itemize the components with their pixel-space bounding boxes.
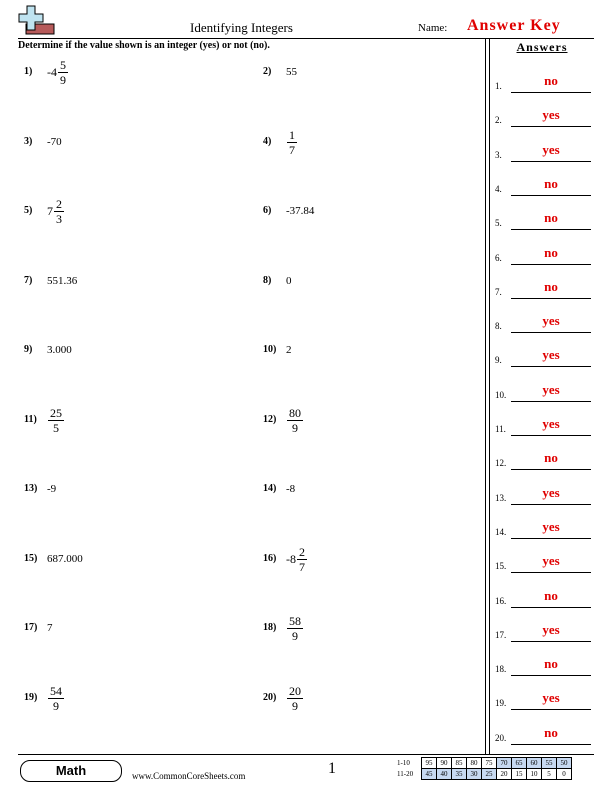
answer-value: yes <box>542 381 560 397</box>
numerator: 25 <box>50 405 62 420</box>
answer-line <box>511 675 591 676</box>
fraction <box>287 614 303 643</box>
score-cell: 15 <box>512 769 527 780</box>
score-cell: 25 <box>482 769 497 780</box>
answer-number: 5. <box>495 218 502 229</box>
answer-number: 3. <box>495 149 502 160</box>
score-range-label: 1-10 <box>397 759 410 767</box>
answer-row <box>495 107 595 127</box>
answer-value: yes <box>542 518 560 534</box>
question-number: 19) <box>24 691 38 703</box>
question-value: -9 <box>47 483 57 495</box>
worksheet-title: Identifying Integers <box>190 20 293 35</box>
answer-row <box>495 382 595 402</box>
answer-number: 7. <box>495 286 502 297</box>
answer-line <box>511 607 591 608</box>
question-value: 3.000 <box>47 344 72 356</box>
question-number: 11) <box>24 413 37 425</box>
answer-value: yes <box>542 416 560 431</box>
answer-value: yes <box>542 621 560 637</box>
denominator: 9 <box>60 73 66 87</box>
answer-value: yes <box>542 347 560 363</box>
question-number: 13) <box>24 483 38 494</box>
mixed-number <box>286 128 297 157</box>
fraction <box>287 406 303 435</box>
answer-number: 4. <box>495 183 502 194</box>
fraction <box>54 197 64 226</box>
answer-line <box>511 366 591 367</box>
answer-line <box>511 126 591 127</box>
answer-row <box>495 656 595 676</box>
answer-row <box>495 588 595 608</box>
denominator: 9 <box>292 420 298 435</box>
question-value: -37.84 <box>286 205 315 217</box>
answer-line <box>511 229 591 230</box>
answer-line <box>511 401 591 402</box>
denominator: 7 <box>299 559 305 574</box>
answer-column-divider-inner <box>489 38 490 754</box>
answer-line <box>511 332 591 333</box>
score-cell: 35 <box>452 769 467 780</box>
header-divider <box>18 38 594 39</box>
question-number: 7) <box>24 274 33 286</box>
score-cell: 90 <box>437 758 452 769</box>
answer-line <box>511 504 591 505</box>
answer-value: no <box>544 724 558 740</box>
question-number: 8) <box>263 274 272 286</box>
whole-part: -8 <box>286 551 296 566</box>
denominator: 9 <box>53 698 59 713</box>
question-number: 1) <box>24 66 33 77</box>
answer-value: yes <box>542 484 560 500</box>
question-value: 687.000 <box>47 552 83 565</box>
denominator: 9 <box>292 629 298 643</box>
answer-line <box>511 298 591 299</box>
question-number: 2) <box>263 66 272 77</box>
answer-column-divider <box>485 38 486 754</box>
mixed-number <box>47 684 64 713</box>
denominator: 9 <box>292 698 298 713</box>
score-cell: 20 <box>497 769 512 780</box>
score-cell: 10 <box>527 769 542 780</box>
mixed-number <box>47 58 68 87</box>
fraction <box>58 58 68 87</box>
score-cell: 55 <box>542 758 557 769</box>
score-cell: 0 <box>557 769 572 780</box>
question-number: 9) <box>24 344 33 355</box>
question-number: 14) <box>263 483 277 494</box>
answer-number: 13. <box>495 492 507 503</box>
score-cell: 65 <box>512 758 527 769</box>
question-value: 551.36 <box>47 274 78 287</box>
answer-value: no <box>544 175 558 191</box>
mixed-number <box>286 684 303 713</box>
question-number: 4) <box>263 135 272 147</box>
numerator: 20 <box>289 683 301 698</box>
answer-value: yes <box>542 141 560 157</box>
fraction <box>287 128 297 157</box>
answer-value: no <box>544 450 558 466</box>
answer-row <box>495 519 595 539</box>
answer-line <box>511 709 591 710</box>
question-number: 20) <box>263 691 277 703</box>
answer-number: 19. <box>495 698 507 709</box>
name-label: Name: <box>418 22 448 34</box>
score-cell: 80 <box>467 758 482 769</box>
instructions: Determine if the value shown is an integer (yes) or not (no). <box>18 40 270 51</box>
numerator: 2 <box>299 544 305 559</box>
answer-line <box>511 92 591 93</box>
denominator: 5 <box>53 420 59 435</box>
answer-line <box>511 744 591 745</box>
answer-row <box>495 279 595 299</box>
answer-value: yes <box>542 690 560 706</box>
score-cell: 75 <box>482 758 497 769</box>
answer-line <box>511 572 591 573</box>
question-value: -8 <box>286 483 296 495</box>
answer-row <box>495 690 595 710</box>
score-table <box>397 757 572 780</box>
answer-row <box>495 416 595 436</box>
answer-value: yes <box>542 313 560 329</box>
answer-value: no <box>544 656 558 672</box>
score-range-label: 11-20 <box>397 770 414 778</box>
answer-line <box>511 641 591 642</box>
denominator: 3 <box>56 212 62 226</box>
answer-number: 9. <box>495 355 502 366</box>
page-number: 1 <box>328 760 336 777</box>
answer-row <box>495 210 595 230</box>
mixed-number <box>286 545 307 574</box>
score-cell: 30 <box>467 769 482 780</box>
question-number: 15) <box>24 552 38 564</box>
mixed-number <box>286 614 303 643</box>
website-link[interactable]: www.CommonCoreSheets.com <box>132 771 246 781</box>
whole-part: 7 <box>47 204 53 218</box>
question-number: 16) <box>263 552 277 564</box>
answers-heading: Answers <box>516 40 568 54</box>
math-badge: Math <box>20 760 122 782</box>
score-cell: 5 <box>542 769 557 780</box>
numerator: 2 <box>56 197 62 211</box>
math-logo-icon <box>18 4 56 36</box>
answer-line <box>511 161 591 162</box>
answer-row <box>495 142 595 162</box>
denominator: 7 <box>289 142 295 157</box>
answer-number: 15. <box>495 561 507 572</box>
score-cell: 70 <box>497 758 512 769</box>
fraction <box>48 406 64 435</box>
answer-number: 1. <box>495 81 502 91</box>
score-cell: 95 <box>422 758 437 769</box>
answer-key-label: Answer Key <box>467 17 561 34</box>
answer-value: no <box>544 278 558 294</box>
score-cell: 85 <box>452 758 467 769</box>
answer-row <box>495 450 595 470</box>
answer-number: 11. <box>495 424 506 434</box>
question-number: 12) <box>263 413 277 425</box>
question-number: 5) <box>24 205 33 216</box>
answer-number: 12. <box>495 458 507 469</box>
answer-number: 8. <box>495 321 502 332</box>
question-value: 7 <box>47 622 53 634</box>
numerator: 80 <box>289 405 301 420</box>
answer-row <box>495 725 595 745</box>
fraction <box>297 545 307 574</box>
answer-number: 17. <box>495 629 507 640</box>
answer-line <box>511 195 591 196</box>
answer-value: no <box>544 73 558 88</box>
answer-value: yes <box>542 107 560 123</box>
numerator: 5 <box>60 58 66 72</box>
question-value: 55 <box>286 66 297 78</box>
score-cell: 45 <box>422 769 437 780</box>
answer-number: 2. <box>495 115 502 126</box>
score-cell: 60 <box>527 758 542 769</box>
answer-number: 16. <box>495 595 507 606</box>
answer-row <box>495 485 595 505</box>
answer-row <box>495 553 595 573</box>
answer-row <box>495 245 595 265</box>
answer-row <box>495 622 595 642</box>
answer-value: no <box>544 587 558 603</box>
question-number: 18) <box>263 622 277 633</box>
mixed-number <box>286 406 303 435</box>
answer-line <box>511 538 591 539</box>
score-row <box>397 769 572 780</box>
answer-number: 18. <box>495 664 507 675</box>
answer-number: 10. <box>495 389 507 400</box>
fraction <box>287 684 303 713</box>
answer-number: 6. <box>495 252 502 263</box>
question-value: -70 <box>47 135 62 148</box>
answer-row <box>495 73 595 93</box>
question-number: 6) <box>263 205 272 216</box>
question-number: 3) <box>24 135 33 147</box>
answer-line <box>511 469 591 470</box>
answer-line <box>511 435 591 436</box>
whole-part: -4 <box>47 65 57 79</box>
numerator: 54 <box>50 683 62 698</box>
score-cell: 50 <box>557 758 572 769</box>
answer-row <box>495 313 595 333</box>
answer-line <box>511 264 591 265</box>
mixed-number <box>47 197 64 226</box>
answer-value: no <box>544 244 558 260</box>
answer-value: yes <box>542 553 560 569</box>
answer-row <box>495 347 595 367</box>
score-cell: 40 <box>437 769 452 780</box>
answer-row <box>495 176 595 196</box>
fraction <box>48 684 64 713</box>
numerator: 1 <box>289 127 295 142</box>
answer-number: 14. <box>495 526 507 537</box>
footer-divider <box>18 754 594 755</box>
mixed-number <box>47 406 64 435</box>
answer-value: no <box>544 210 558 226</box>
numerator: 58 <box>289 614 301 628</box>
question-number: 17) <box>24 622 38 633</box>
answer-number: 20. <box>495 732 507 743</box>
question-number: 10) <box>263 344 277 355</box>
score-row <box>397 758 572 769</box>
question-value: 0 <box>286 274 292 287</box>
question-value: 2 <box>286 344 292 356</box>
